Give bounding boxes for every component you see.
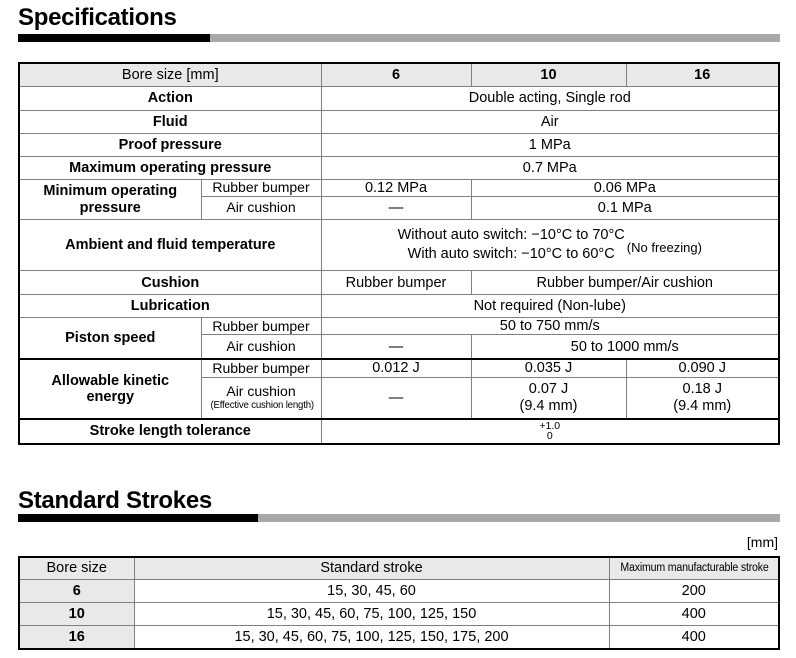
- header-standard-stroke: Standard stroke: [134, 557, 609, 580]
- sub-label-piston-speed-air-cushion: Air cushion: [201, 335, 321, 360]
- value-ambient-temperature: [321, 220, 779, 271]
- value-stroke-length-tolerance: [321, 419, 779, 444]
- table-row-stroke-bore6: [19, 580, 779, 603]
- value-kinetic-air-bore10-line2: (9.4 mm): [519, 397, 578, 414]
- table-row-stroke-bore10: [19, 603, 779, 626]
- specifications-rule-accent: [18, 34, 210, 42]
- table-row-stroke-bore16: [19, 626, 779, 650]
- standard-strokes-table: [18, 556, 780, 650]
- table-row-fluid: [19, 111, 779, 134]
- stroke-row-max-16: 400: [609, 626, 779, 650]
- value-kinetic-rubber-bore6: 0.012 J: [321, 359, 471, 377]
- value-min-pressure-air-bore6: —: [321, 197, 471, 220]
- table-row-min-operating-pressure-rubber: [19, 180, 779, 197]
- stroke-tolerance-stack: [539, 421, 560, 442]
- header-bore-size-label: Bore size [mm]: [19, 63, 321, 87]
- value-min-pressure-air-bore10-16: 0.1 MPa: [471, 197, 779, 220]
- table-row-header: [19, 63, 779, 87]
- value-max-operating-pressure: 0.7 MPa: [321, 157, 779, 180]
- ambient-temperature-line1: Without auto switch: −10°C to 70°C: [397, 227, 625, 244]
- header-maximum-manufacturable-stroke: [609, 557, 779, 580]
- stroke-row-max-10: 400: [609, 603, 779, 626]
- value-piston-speed-rubber: 50 to 750 mm/s: [321, 318, 779, 335]
- row-label-min-operating-pressure-line2: pressure: [79, 199, 141, 216]
- table-row-ambient-temperature: [19, 220, 779, 271]
- stroke-row-max-6: 200: [609, 580, 779, 603]
- value-kinetic-air-bore6: —: [321, 377, 471, 419]
- value-action: Double acting, Single rod: [321, 87, 779, 111]
- standard-strokes-rule: [18, 514, 780, 522]
- ambient-temperature-note: (No freezing): [626, 240, 702, 256]
- row-label-allowable-kinetic-energy: [19, 359, 201, 418]
- row-label-action: Action: [19, 87, 321, 111]
- standard-strokes-rule-accent: [18, 514, 258, 522]
- value-lubrication: Not required (Non-lube): [321, 295, 779, 318]
- table-row-stroke-length-tolerance: [19, 419, 779, 444]
- header-maximum-manufacturable-stroke-label: Maximum manufacturable stroke: [619, 562, 769, 575]
- stroke-tolerance-upper: +1.0: [539, 419, 561, 432]
- sub-label-kinetic-air-cushion-main: Air cushion: [226, 383, 296, 400]
- stroke-row-strokes-16: 15, 30, 45, 60, 75, 100, 125, 150, 175, 200: [134, 626, 609, 650]
- row-label-min-operating-pressure: [19, 180, 201, 220]
- specifications-rule: [18, 34, 780, 42]
- row-label-allowable-kinetic-energy-line2: energy: [86, 389, 135, 406]
- value-kinetic-air-bore16-line2: (9.4 mm): [673, 397, 732, 414]
- row-label-fluid: Fluid: [19, 111, 321, 134]
- value-min-pressure-rubber-bore10-16: 0.06 MPa: [471, 180, 779, 197]
- stroke-row-bore-10: 10: [19, 603, 134, 626]
- value-proof-pressure: 1 MPa: [321, 134, 779, 157]
- page-title-standard-strokes: Standard Strokes: [18, 487, 212, 514]
- value-kinetic-rubber-bore10: 0.035 J: [471, 359, 626, 377]
- unit-note-mm: [mm]: [746, 534, 778, 550]
- table-row-proof-pressure: [19, 134, 779, 157]
- stroke-row-bore-6: 6: [19, 580, 134, 603]
- header-bore-10: 10: [471, 63, 626, 87]
- sub-label-piston-speed-rubber-bumper: Rubber bumper: [201, 318, 321, 335]
- row-label-proof-pressure: Proof pressure: [19, 134, 321, 157]
- sub-label-kinetic-rubber-bumper: Rubber bumper: [201, 359, 321, 377]
- value-piston-speed-air-bore10-16: 50 to 1000 mm/s: [471, 335, 779, 360]
- value-piston-speed-air-bore6: —: [321, 335, 471, 360]
- header-bore-6: 6: [321, 63, 471, 87]
- stroke-row-bore-16: 16: [19, 626, 134, 650]
- specifications-table: [18, 62, 780, 445]
- row-label-piston-speed: Piston speed: [19, 318, 201, 360]
- value-cushion-bore6: Rubber bumper: [321, 271, 471, 295]
- table-row-action: [19, 87, 779, 111]
- value-kinetic-air-bore10-line1: 0.07 J: [528, 381, 569, 398]
- page-title-specifications: Specifications: [18, 4, 177, 31]
- value-kinetic-rubber-bore16: 0.090 J: [626, 359, 779, 377]
- ambient-temperature-line2: With auto switch: −10°C to 60°C: [407, 246, 615, 263]
- table-row-kinetic-energy-rubber: [19, 359, 779, 377]
- value-fluid: Air: [321, 111, 779, 134]
- table-row-max-operating-pressure: [19, 157, 779, 180]
- header-stroke-bore-size: Bore size: [19, 557, 134, 580]
- table-row-cushion: [19, 271, 779, 295]
- value-cushion-bore10-16: Rubber bumper/Air cushion: [471, 271, 779, 295]
- sub-label-min-pressure-rubber-bumper: Rubber bumper: [201, 180, 321, 197]
- table-row-header-strokes: [19, 557, 779, 580]
- stroke-tolerance-lower: 0: [546, 430, 553, 443]
- stroke-row-strokes-10: 15, 30, 45, 60, 75, 100, 125, 150: [134, 603, 609, 626]
- row-label-stroke-length-tolerance: Stroke length tolerance: [19, 419, 321, 444]
- table-row-lubrication: [19, 295, 779, 318]
- row-label-allowable-kinetic-energy-line1: Allowable kinetic: [51, 372, 170, 389]
- row-label-lubrication: Lubrication: [19, 295, 321, 318]
- table-row-piston-speed-rubber: [19, 318, 779, 335]
- value-kinetic-air-bore10: [471, 377, 626, 419]
- row-label-min-operating-pressure-line1: Minimum operating: [43, 183, 178, 200]
- value-kinetic-air-bore16: [626, 377, 779, 419]
- sub-label-kinetic-air-cushion: [201, 377, 321, 419]
- row-label-cushion: Cushion: [19, 271, 321, 295]
- row-label-ambient-temperature: Ambient and fluid temperature: [19, 220, 321, 271]
- header-bore-16: 16: [626, 63, 779, 87]
- sub-label-kinetic-air-cushion-note: (Effective cushion length): [209, 398, 314, 411]
- sub-label-min-pressure-air-cushion: Air cushion: [201, 197, 321, 220]
- row-label-max-operating-pressure: Maximum operating pressure: [19, 157, 321, 180]
- value-min-pressure-rubber-bore6: 0.12 MPa: [321, 180, 471, 197]
- stroke-row-strokes-6: 15, 30, 45, 60: [134, 580, 609, 603]
- value-kinetic-air-bore16-line1: 0.18 J: [682, 381, 722, 398]
